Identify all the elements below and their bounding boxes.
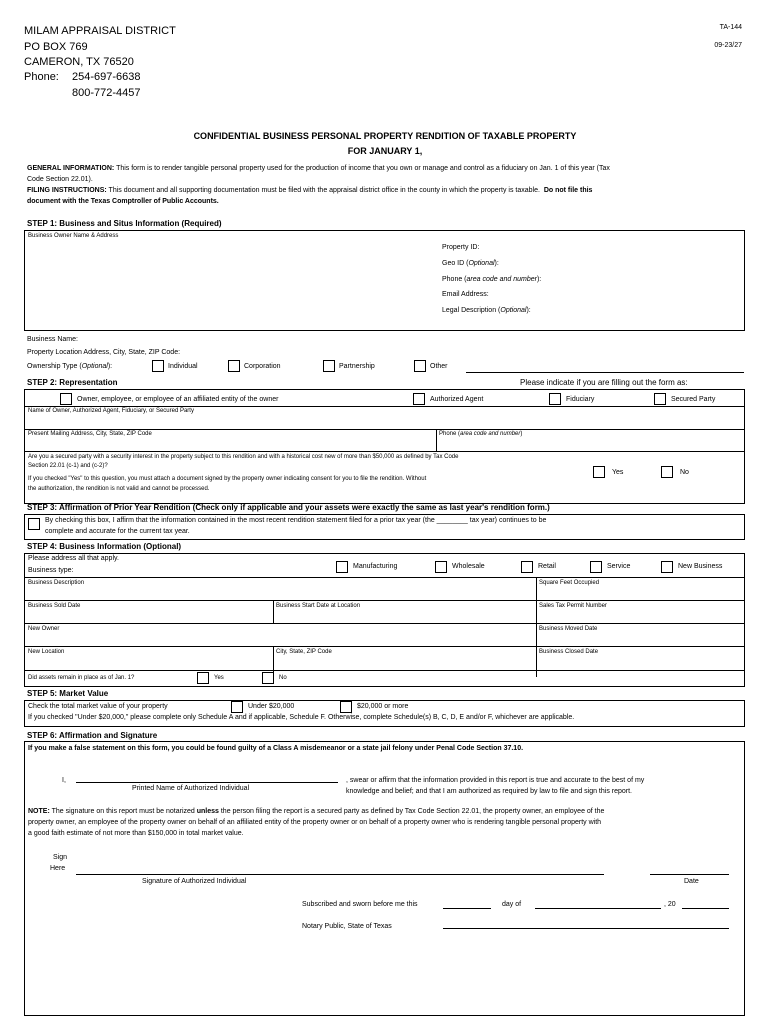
business-start-date-label[interactable]: Business Start Date at Location bbox=[276, 603, 361, 609]
new-location-label[interactable]: New Location bbox=[28, 649, 65, 655]
step4-box bbox=[24, 553, 745, 687]
representative-name-label[interactable]: Name of Owner, Authorized Agent, Fiduciary, or Secured Party bbox=[28, 408, 194, 414]
under-20000-checkbox[interactable] bbox=[231, 701, 243, 713]
new-owner-label[interactable]: New Owner bbox=[28, 626, 60, 632]
rep-phone-label[interactable]: Phone (area code and number) bbox=[439, 431, 523, 437]
legal-description-label: Legal Description (Optional): bbox=[442, 307, 531, 314]
other-label: Other bbox=[430, 363, 448, 370]
here-label: Here bbox=[50, 865, 66, 872]
step6-title: STEP 6: Affirmation and Signature bbox=[27, 731, 158, 740]
owner-checkbox[interactable] bbox=[60, 393, 72, 405]
wholesale-checkbox[interactable] bbox=[435, 561, 447, 573]
swear-text-line1: , swear or affirm that the information provided in this report is true and accurate to the best of my bbox=[346, 777, 645, 784]
other-checkbox[interactable] bbox=[414, 360, 426, 372]
owner-address-label: Business Owner Name & Address bbox=[28, 233, 119, 239]
assets-remain-label: Did assets remain in place as of Jan. 1? bbox=[28, 675, 135, 681]
secured-question-line1: Are you a secured party with a security interest in the property subject to this rendition and with a historical cost new of more than $50,000 as defined by Tax Code bbox=[28, 454, 459, 460]
market-value-text: Check the total market value of your property bbox=[28, 703, 168, 710]
retail-checkbox[interactable] bbox=[521, 561, 533, 573]
other-input-line[interactable] bbox=[466, 372, 744, 373]
manufacturing-checkbox[interactable] bbox=[336, 561, 348, 573]
affirm-prior-year-checkbox[interactable] bbox=[28, 518, 40, 530]
secured-question-line2: Section 22.01 (c-1) and (c-2)? bbox=[28, 463, 108, 469]
partnership-checkbox[interactable] bbox=[323, 360, 335, 372]
new-business-label: New Business bbox=[678, 563, 723, 570]
manufacturing-label: Manufacturing bbox=[353, 563, 398, 570]
schedule-note: If you checked "Under $20,000," please complete only Schedule A and if applicable, Schedule F. Otherwise, complete Schedule(s) B, C, D, E and/or F, whichever are applicable. bbox=[28, 714, 575, 721]
filing-instructions-line2: document with the Texas Comptroller of Public Accounts. bbox=[27, 198, 219, 205]
date-line[interactable] bbox=[650, 874, 729, 875]
general-info-line2: Code Section 22.01). bbox=[27, 176, 93, 183]
step5-title: STEP 5: Market Value bbox=[27, 689, 109, 698]
business-type-label: Business type: bbox=[28, 567, 74, 574]
form-title-date: FOR JANUARY 1, bbox=[347, 146, 423, 156]
secured-party-checkbox[interactable] bbox=[654, 393, 666, 405]
note-line1: NOTE: The signature on this report must be notarized unless the person filing the report is a secured party as defined by Tax Code Section 22.01, the property owner, an employee of the bbox=[28, 808, 605, 815]
printed-name-label: Printed Name of Authorized Individual bbox=[132, 785, 250, 792]
affirm-text-line2: complete and accurate for the current tax year. bbox=[45, 528, 190, 535]
mailing-address-label[interactable]: Present Mailing Address, City, State, ZIP Code bbox=[28, 431, 152, 437]
partnership-label: Partnership bbox=[339, 363, 375, 370]
service-label: Service bbox=[607, 563, 631, 570]
phone-number-2: 800-772-4457 bbox=[72, 87, 141, 99]
authorized-agent-checkbox[interactable] bbox=[413, 393, 425, 405]
indicate-role-text: Please indicate if you are filling out the form as: bbox=[520, 378, 688, 387]
step3-title: STEP 3: Affirmation of Prior Year Rendition (Check only if applicable and your assets were exactly the same as last year's rendition form.) bbox=[27, 503, 550, 512]
secured-no-checkbox[interactable] bbox=[661, 466, 673, 478]
year-line[interactable] bbox=[682, 908, 729, 909]
owner-address-box[interactable] bbox=[24, 230, 745, 331]
city-address: CAMERON, TX 76520 bbox=[24, 56, 134, 68]
step1-title: STEP 1: Business and Situs Information (Required) bbox=[27, 219, 222, 228]
general-info-line1: GENERAL INFORMATION: This form is to render tangible personal property used for the production of income that you own or manage and control as a fiduciary on Jan. 1 of this year (Tax bbox=[27, 165, 610, 172]
affirm-text-line1: By checking this box, I affirm that the information contained in the most recent rendition statement filed for a prior tax year (the ________ tax year) continues to be bbox=[45, 517, 547, 524]
filing-instructions-line1: FILING INSTRUCTIONS: This document and all supporting documentation must be filed with the appraisal district office in the county in which the property is taxable. Do not file this bbox=[27, 187, 593, 194]
secured-party-label: Secured Party bbox=[671, 396, 716, 403]
individual-label: Individual bbox=[168, 363, 198, 370]
business-description-label[interactable]: Business Description bbox=[28, 580, 85, 586]
individual-checkbox[interactable] bbox=[152, 360, 164, 372]
notary-signature-line[interactable] bbox=[443, 928, 729, 929]
date-label: Date bbox=[684, 878, 699, 885]
form-title: CONFIDENTIAL BUSINESS PERSONAL PROPERTY RENDITION OF TAXABLE PROPERTY bbox=[193, 131, 577, 141]
service-checkbox[interactable] bbox=[590, 561, 602, 573]
phone-label: Phone (area code and number): bbox=[442, 276, 542, 283]
wholesale-label: Wholesale bbox=[452, 563, 485, 570]
phone-number-1: 254-697-6638 bbox=[72, 71, 141, 83]
secured-question-line4: the authorization, the rendition is not valid and cannot be processed. bbox=[28, 486, 210, 492]
authorized-agent-label: Authorized Agent bbox=[430, 396, 484, 403]
over-20000-checkbox[interactable] bbox=[340, 701, 352, 713]
printed-name-line[interactable] bbox=[76, 782, 338, 783]
new-business-checkbox[interactable] bbox=[661, 561, 673, 573]
assets-no-checkbox[interactable] bbox=[262, 672, 274, 684]
po-box: PO BOX 769 bbox=[24, 41, 88, 53]
corporation-label: Corporation bbox=[244, 363, 281, 370]
email-label: Email Address: bbox=[442, 291, 489, 298]
signature-label: Signature of Authorized Individual bbox=[142, 878, 247, 885]
property-id-label: Property ID: bbox=[442, 244, 480, 251]
sqft-occupied-label[interactable]: Square Feet Occupied bbox=[539, 580, 600, 586]
secured-question-line3: If you checked "Yes" to this question, you must attach a document signed by the property owner indicating consent for you to file the rendition. Without bbox=[28, 476, 427, 482]
secured-no-label: No bbox=[680, 469, 689, 476]
secured-yes-label: Yes bbox=[612, 469, 624, 476]
day-line[interactable] bbox=[443, 908, 491, 909]
retail-label: Retail bbox=[538, 563, 556, 570]
form-date: 09-23/27 bbox=[714, 42, 742, 49]
assets-yes-label: Yes bbox=[214, 675, 224, 681]
fiduciary-label: Fiduciary bbox=[566, 396, 595, 403]
i-label: I, bbox=[62, 777, 66, 784]
month-line[interactable] bbox=[535, 908, 661, 909]
subscribed-label: Subscribed and sworn before me this bbox=[302, 901, 418, 908]
signature-line[interactable] bbox=[76, 874, 604, 875]
assets-yes-checkbox[interactable] bbox=[197, 672, 209, 684]
over-20000-label: $20,000 or more bbox=[357, 703, 409, 710]
corporation-checkbox[interactable] bbox=[228, 360, 240, 372]
business-moved-date-label[interactable]: Business Moved Date bbox=[539, 626, 598, 632]
form-code: TA-144 bbox=[719, 24, 742, 31]
owner-label: Owner, employee, or employee of an affiliated entity of the owner bbox=[77, 396, 279, 403]
swear-text-line2: knowledge and belief; and that I am authorized as required by law to file and sign this report. bbox=[346, 788, 633, 795]
note-line2: property owner, an employee of the property owner on behalf of an affiliated entity of the property owner or on behalf of a property owner who is rendering tangible personal property with bbox=[28, 819, 602, 826]
false-statement-warning: If you make a false statement on this form, you could be found guilty of a Class A misdemeanor or a state jail felony under Penal Code Section 37.10. bbox=[28, 745, 524, 752]
address-all-text: Please address all that apply. bbox=[28, 555, 119, 562]
year-prefix-label: , 20 bbox=[664, 901, 676, 908]
fiduciary-checkbox[interactable] bbox=[549, 393, 561, 405]
step4-title: STEP 4: Business Information (Optional) bbox=[27, 542, 182, 551]
notary-label: Notary Public, State of Texas bbox=[302, 923, 392, 930]
sign-label: Sign bbox=[53, 854, 68, 861]
assets-no-label: No bbox=[279, 675, 287, 681]
business-sold-date-label[interactable]: Business Sold Date bbox=[28, 603, 81, 609]
sales-tax-permit-label[interactable]: Sales Tax Permit Number bbox=[539, 603, 607, 609]
geo-id-label: Geo ID (Optional): bbox=[442, 260, 499, 267]
new-city-state-label[interactable]: City, State, ZIP Code bbox=[276, 649, 332, 655]
note-line3: a good faith estimate of not more than $150,000 in total market value. bbox=[28, 830, 244, 837]
business-name-label: Business Name: bbox=[27, 336, 78, 343]
phone-label: Phone: bbox=[24, 71, 59, 83]
ownership-type-label: Ownership Type (Optional): bbox=[27, 363, 113, 370]
step2-title: STEP 2: Representation bbox=[27, 378, 118, 387]
business-closed-date-label[interactable]: Business Closed Date bbox=[539, 649, 599, 655]
secured-yes-checkbox[interactable] bbox=[593, 466, 605, 478]
property-location-label: Property Location Address, City, State, ZIP Code: bbox=[27, 349, 181, 356]
under-20000-label: Under $20,000 bbox=[248, 703, 295, 710]
day-of-label: day of bbox=[502, 901, 522, 908]
org-name: MILAM APPRAISAL DISTRICT bbox=[24, 25, 176, 37]
